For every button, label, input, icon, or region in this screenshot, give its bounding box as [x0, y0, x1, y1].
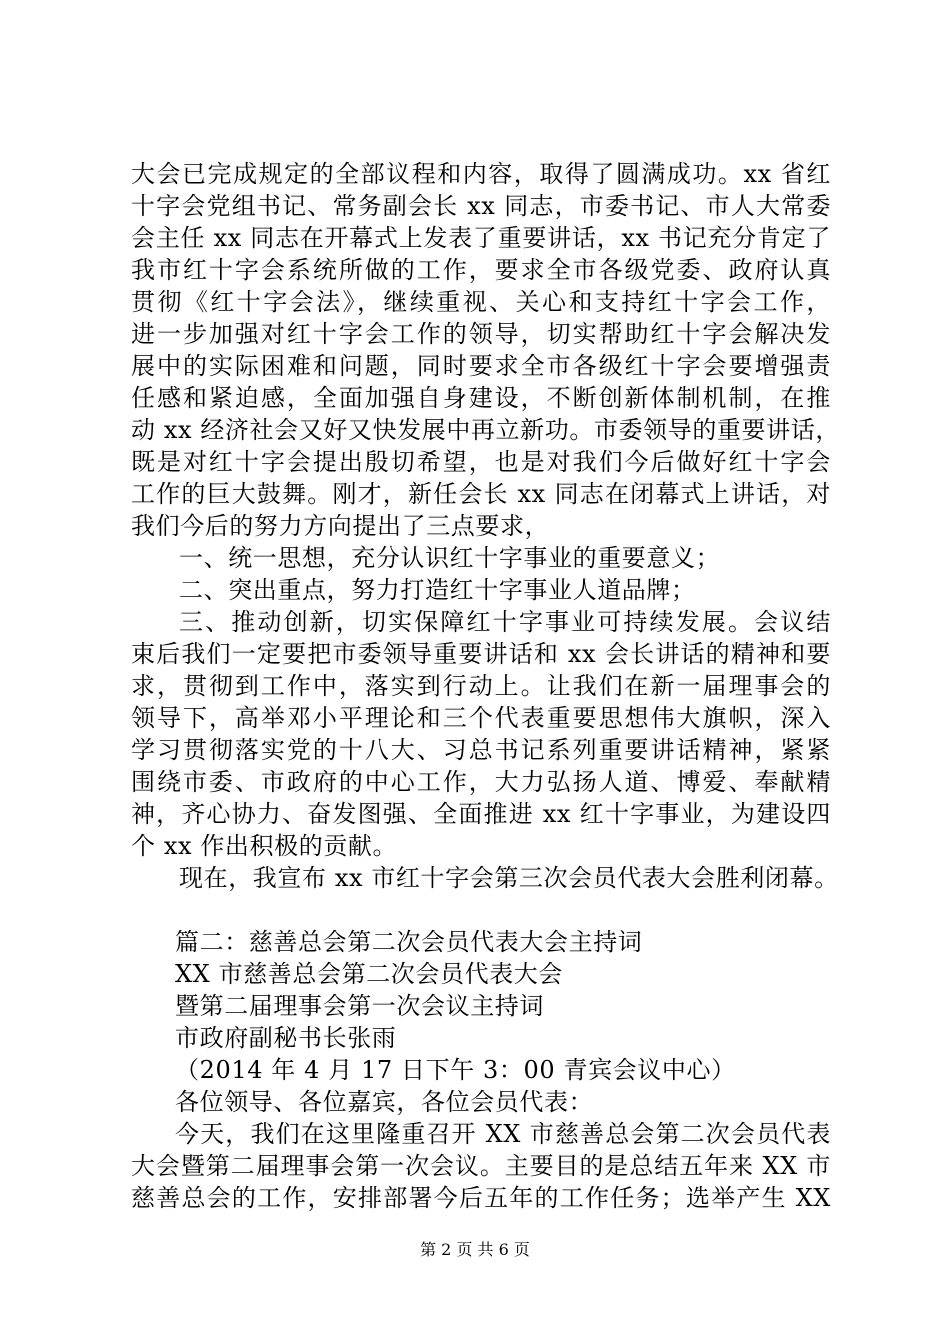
- list-item: 二、突出重点，努力打造红十字事业人道品牌；: [179, 576, 696, 604]
- text-line: 贯彻《红十字会法》，继续重视、关心和支持红十字会工作，: [131, 288, 831, 316]
- document-subtitle: 暨第二届理事会第一次会议主持词: [175, 992, 544, 1020]
- text-line: 大会暨第二届理事会第一次会议。主要目的是总结五年来 XX 市: [131, 1152, 831, 1180]
- text-line: 既是对红十字会提出殷切希望，也是对我们今后做好红十字会: [131, 448, 831, 476]
- document-title: XX 市慈善总会第二次会员代表大会: [175, 960, 563, 988]
- speaker-name: 市政府副秘书长张雨: [175, 1024, 397, 1052]
- text-line: 慈善总会的工作，安排部署今后五年的工作任务；选举产生 XX: [131, 1184, 831, 1212]
- text-line: 动 xx 经济社会又好又快发展中再立新功。市委领导的重要讲话，: [131, 416, 840, 444]
- page-number-footer: 第 2 页 共 6 页: [420, 1240, 530, 1259]
- salutation: 各位领导、各位嘉宾，各位会员代表：: [175, 1088, 594, 1116]
- text-line: 大会已完成规定的全部议程和内容，取得了圆满成功。xx 省红: [131, 160, 831, 188]
- text-line: 围绕市委、市政府的中心工作，大力弘扬人道、博爱、奉献精: [131, 768, 831, 796]
- paragraph-gap: [131, 894, 831, 926]
- text-line: 十字会党组书记、常务副会长 xx 同志，市委书记、市人大常委: [131, 192, 831, 220]
- text-line: 任感和紧迫感，全面加强自身建设，不断创新体制机制，在推: [131, 384, 831, 412]
- text-line: 进一步加强对红十字会工作的领导，切实帮助红十字会解决发: [131, 320, 831, 348]
- text-line: 工作的巨大鼓舞。刚才，新任会长 xx 同志在闭幕式上讲话，对: [131, 480, 831, 508]
- section-heading: 篇二：慈善总会第二次会员代表大会主持词: [175, 928, 643, 956]
- text-line: 会主任 xx 同志在开幕式上发表了重要讲话，xx 书记充分肯定了: [131, 224, 831, 252]
- text-line: 求，贯彻到工作中，落实到行动上。让我们在新一届理事会的: [131, 672, 831, 700]
- text-line: 束后我们一定要把市委领导重要讲话和 xx 会长讲话的精神和要: [131, 640, 831, 668]
- text-line: 今天，我们在这里隆重召开 XX 市慈善总会第二次会员代表: [175, 1120, 831, 1148]
- event-time-location: （2014 年 4 月 17 日下午 3：00 青宾会议中心）: [175, 1056, 736, 1084]
- document-body: [131, 158, 840, 1214]
- text-line: 个 xx 作出积极的贡献。: [131, 832, 398, 860]
- text-line: 我市红十字会系统所做的工作，要求全市各级党委、政府认真: [131, 256, 831, 284]
- text-line: 展中的实际困难和问题，同时要求全市各级红十字会要增强责: [131, 352, 831, 380]
- list-item: 一、统一思想，充分认识红十字事业的重要意义；: [179, 544, 721, 572]
- text-line: 神，齐心协力、奋发图强、全面推进 xx 红十字事业，为建设四: [131, 800, 831, 828]
- text-line: 我们今后的努力方向提出了三点要求，: [131, 512, 550, 540]
- text-line: 学习贯彻落实党的十八大、习总书记系列重要讲话精神，紧紧: [131, 736, 831, 764]
- text-line: 领导下，高举邓小平理论和三个代表重要思想伟大旗帜，深入: [131, 704, 831, 732]
- closing-statement: 现在，我宣布 xx 市红十字会第三次会员代表大会胜利闭幕。: [179, 864, 839, 892]
- list-item: 三、推动创新，切实保障红十字事业可持续发展。会议结: [179, 608, 831, 636]
